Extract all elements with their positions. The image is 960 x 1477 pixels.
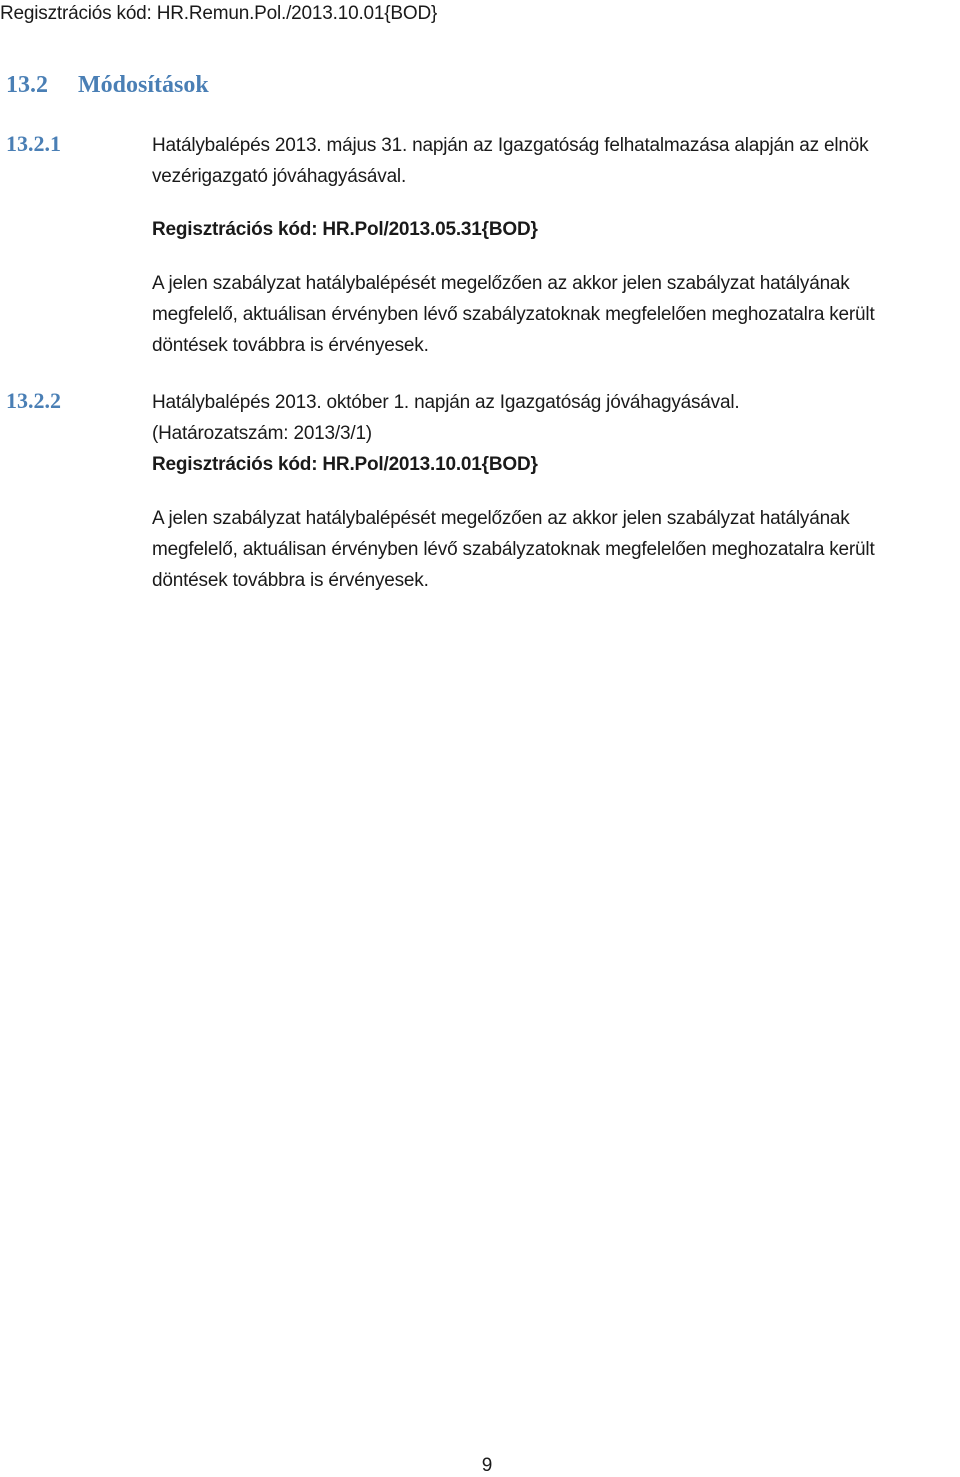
section-number: 13.2 <box>6 72 48 98</box>
page-number: 9 <box>481 1455 493 1476</box>
subsection-2-intro <box>152 387 960 480</box>
text-line: A jelen szabályzat hatálybalépését megelőzően az akkor jelen szabályzat hatályának <box>152 273 850 294</box>
text-line: Hatálybalépés 2013. május 31. napján az Igazgatóság felhatalmazása alapján az elnök <box>152 135 869 156</box>
section-title: Módosítások <box>78 72 209 98</box>
text-line: megfelelő, aktuálisan érvényben lévő szabályzatoknak megfelelően meghozatalra került <box>152 304 875 325</box>
text-line: A jelen szabályzat hatálybalépését megelőzően az akkor jelen szabályzat hatályának <box>152 508 850 529</box>
subsection-1-intro <box>152 130 960 192</box>
text-line: vezérigazgató jóváhagyásával. <box>152 166 407 187</box>
reg-code: Regisztrációs kód: HR.Pol/2013.05.31{BOD} <box>152 219 538 240</box>
subsection-1-reg-code <box>152 214 960 245</box>
text-line: döntések továbbra is érvényesek. <box>152 335 429 356</box>
section-heading <box>6 72 209 99</box>
text-line: (Határozatszám: 2013/3/1) <box>152 423 372 444</box>
subsection-2-paragraph <box>152 503 960 596</box>
subsection-number-2: 13.2.2 <box>6 388 61 413</box>
text-line: döntések továbbra is érvényesek. <box>152 570 429 591</box>
subsection-1-paragraph <box>152 268 960 361</box>
document-header: Regisztrációs kód: HR.Remun.Pol./2013.10.01{BOD} <box>0 3 438 24</box>
subsection-number-1: 13.2.1 <box>6 131 61 156</box>
text-line: megfelelő, aktuálisan érvényben lévő szabályzatoknak megfelelően meghozatalra került <box>152 539 875 560</box>
reg-code: Regisztrációs kód: HR.Pol/2013.10.01{BOD} <box>152 454 538 475</box>
text-line: Hatálybalépés 2013. október 1. napján az Igazgatóság jóváhagyásával. <box>152 392 740 413</box>
